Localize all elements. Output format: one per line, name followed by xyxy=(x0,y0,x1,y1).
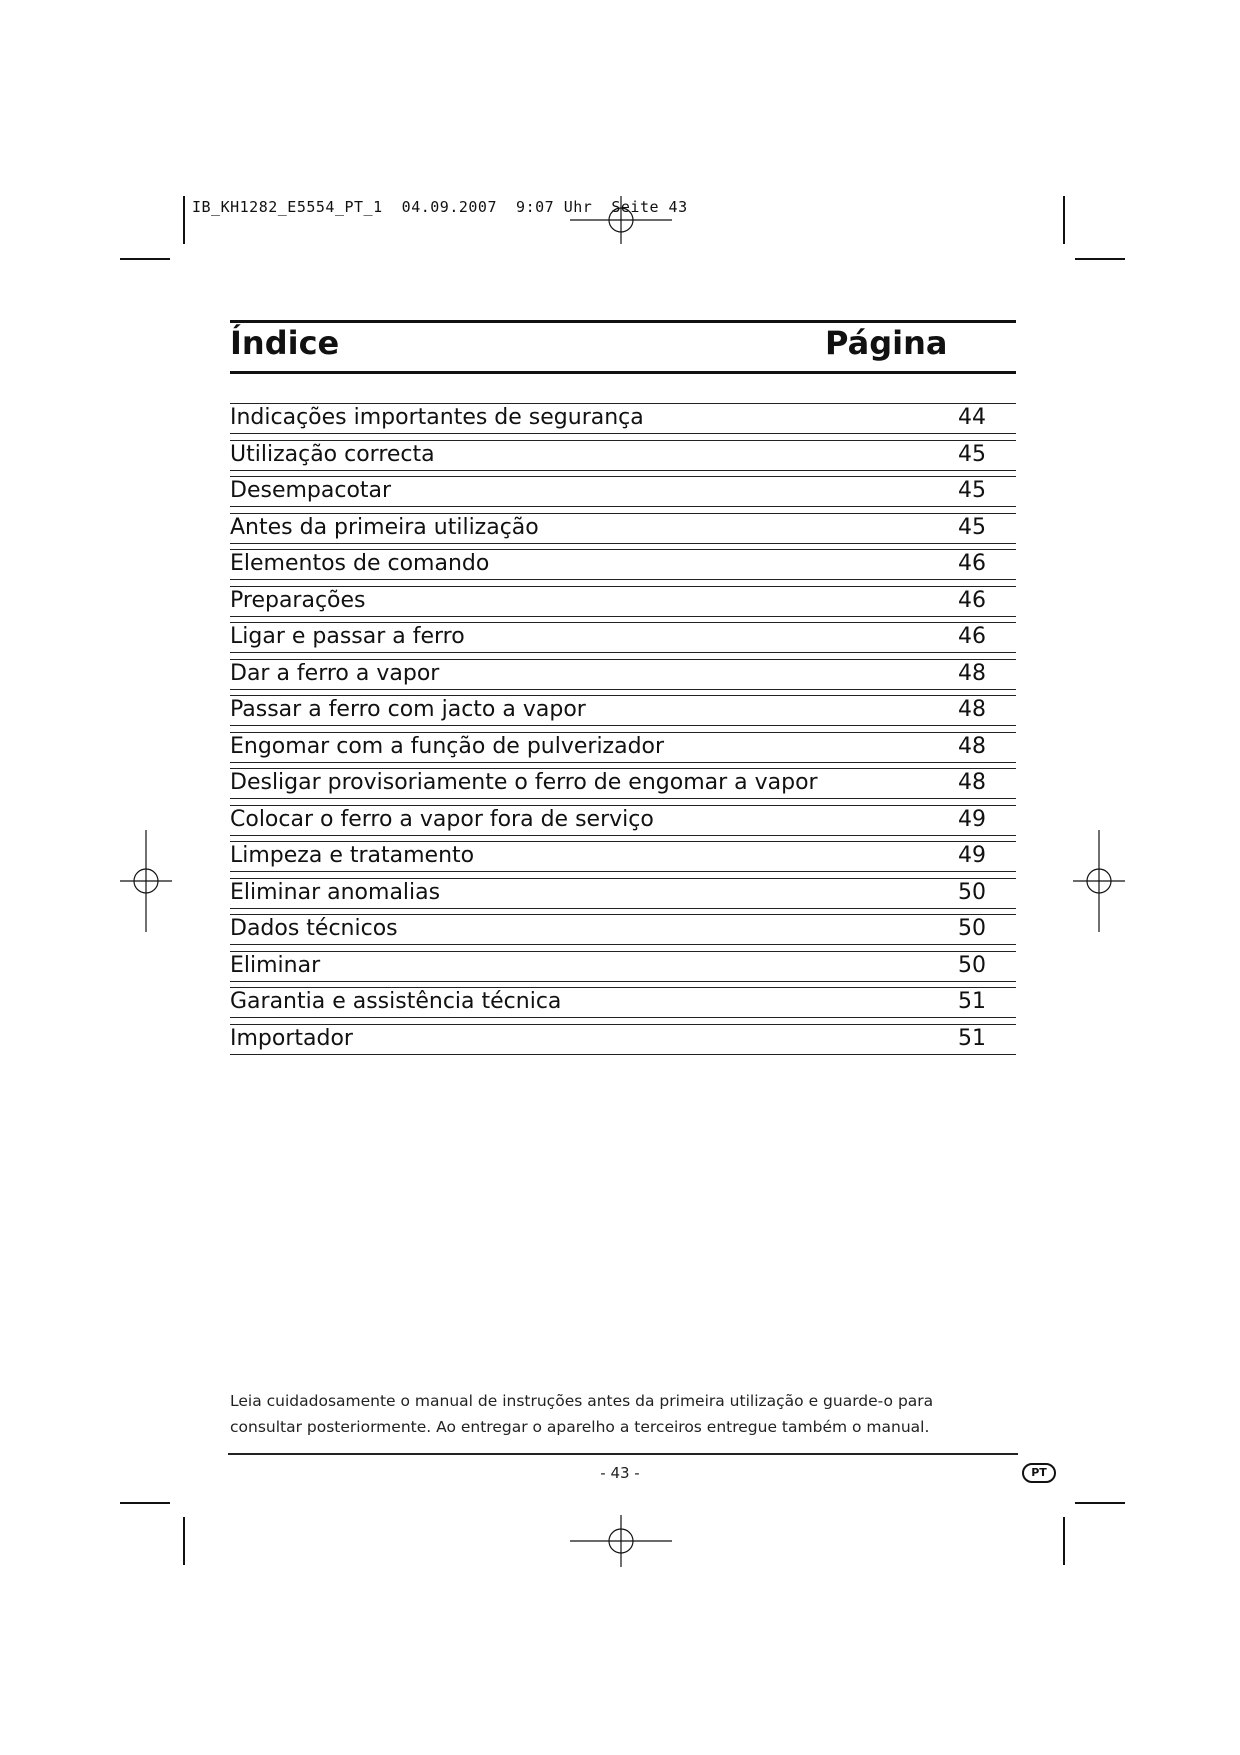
toc-label: Engomar com a função de pulverizador xyxy=(230,733,665,759)
toc-label: Preparações xyxy=(230,587,366,613)
registration-mark-left xyxy=(120,830,172,932)
toc-label: Passar a ferro com jacto a vapor xyxy=(230,697,586,722)
toc-page-number: 48 xyxy=(958,770,986,795)
toc-row[interactable] xyxy=(230,951,1016,982)
crop-mark xyxy=(1063,196,1065,244)
toc-label: Indicações importantes de segurança xyxy=(230,405,644,430)
toc-row[interactable] xyxy=(230,914,1016,945)
toc-page-number: 45 xyxy=(958,514,986,540)
crop-mark xyxy=(1075,258,1125,260)
print-slug: IB_KH1282_E5554_PT_1 04.09.2007 9:07 Uhr Seite 43 xyxy=(192,198,688,216)
toc-label: Dados técnicos xyxy=(230,916,398,941)
crop-mark xyxy=(183,196,185,244)
toc-page-number: 44 xyxy=(958,405,986,430)
toc-label: Utilização correcta xyxy=(230,441,435,467)
toc-label: Eliminar xyxy=(230,952,321,978)
toc-page-number: 48 xyxy=(958,697,986,722)
page-title: Índice xyxy=(230,324,340,362)
crop-mark xyxy=(120,258,170,260)
page-column-heading: Página xyxy=(825,324,948,362)
toc-row[interactable] xyxy=(230,1024,1016,1055)
registration-mark-right xyxy=(1073,830,1125,932)
toc-page-number: 45 xyxy=(958,478,986,503)
language-badge: PT xyxy=(1022,1463,1056,1483)
toc-page-number: 50 xyxy=(958,952,986,978)
toc-row[interactable] xyxy=(230,805,1016,836)
toc-label: Desempacotar xyxy=(230,478,392,503)
table-of-contents xyxy=(230,403,1016,1060)
toc-row[interactable] xyxy=(230,440,1016,471)
toc-page-number: 48 xyxy=(958,660,986,686)
toc-row[interactable] xyxy=(230,695,1016,726)
toc-label: Importador xyxy=(230,1025,353,1051)
registration-mark-top xyxy=(570,196,672,244)
toc-row[interactable] xyxy=(230,841,1016,872)
toc-label: Garantia e assistência técnica xyxy=(230,989,562,1014)
toc-row[interactable] xyxy=(230,659,1016,690)
toc-row[interactable] xyxy=(230,586,1016,617)
toc-label: Elementos de comando xyxy=(230,551,490,576)
toc-label: Colocar o ferro a vapor fora de serviço xyxy=(230,806,654,832)
registration-mark-bottom xyxy=(570,1515,672,1567)
page-number: - 43 - xyxy=(600,1464,640,1482)
toc-row[interactable] xyxy=(230,513,1016,544)
toc-page-number: 50 xyxy=(958,916,986,941)
toc-page-number: 49 xyxy=(958,843,986,868)
toc-header xyxy=(230,320,1016,374)
toc-row[interactable] xyxy=(230,878,1016,909)
toc-page-number: 45 xyxy=(958,441,986,467)
crop-mark xyxy=(183,1517,185,1565)
toc-row[interactable] xyxy=(230,732,1016,763)
toc-page-number: 51 xyxy=(958,989,986,1014)
crop-mark xyxy=(120,1502,170,1504)
toc-label: Limpeza e tratamento xyxy=(230,843,475,868)
crop-mark xyxy=(1063,1517,1065,1565)
toc-row[interactable] xyxy=(230,987,1016,1018)
toc-row[interactable] xyxy=(230,403,1016,434)
toc-page-number: 51 xyxy=(958,1025,986,1051)
toc-row[interactable] xyxy=(230,622,1016,653)
crop-mark xyxy=(1075,1502,1125,1504)
toc-row[interactable] xyxy=(230,476,1016,507)
toc-page-number: 49 xyxy=(958,806,986,832)
toc-label: Ligar e passar a ferro xyxy=(230,624,465,649)
toc-page-number: 46 xyxy=(958,551,986,576)
toc-label: Eliminar anomalias xyxy=(230,879,441,905)
toc-label: Antes da primeira utilização xyxy=(230,514,539,540)
toc-page-number: 48 xyxy=(958,733,986,759)
instructions-note: Leia cuidadosamente o manual de instruções antes da primeira utilização e guarde-o para consultar posteriormente. Ao entregar o aparelho a terceiros entregue também o manual. xyxy=(230,1391,934,1436)
toc-label: Desligar provisoriamente o ferro de engomar a vapor xyxy=(230,770,818,795)
toc-row[interactable] xyxy=(230,549,1016,580)
footer-divider xyxy=(228,1453,1018,1455)
toc-page-number: 46 xyxy=(958,587,986,613)
toc-label: Dar a ferro a vapor xyxy=(230,660,440,686)
toc-page-number: 50 xyxy=(958,879,986,905)
toc-page-number: 46 xyxy=(958,624,986,649)
toc-row[interactable] xyxy=(230,768,1016,799)
